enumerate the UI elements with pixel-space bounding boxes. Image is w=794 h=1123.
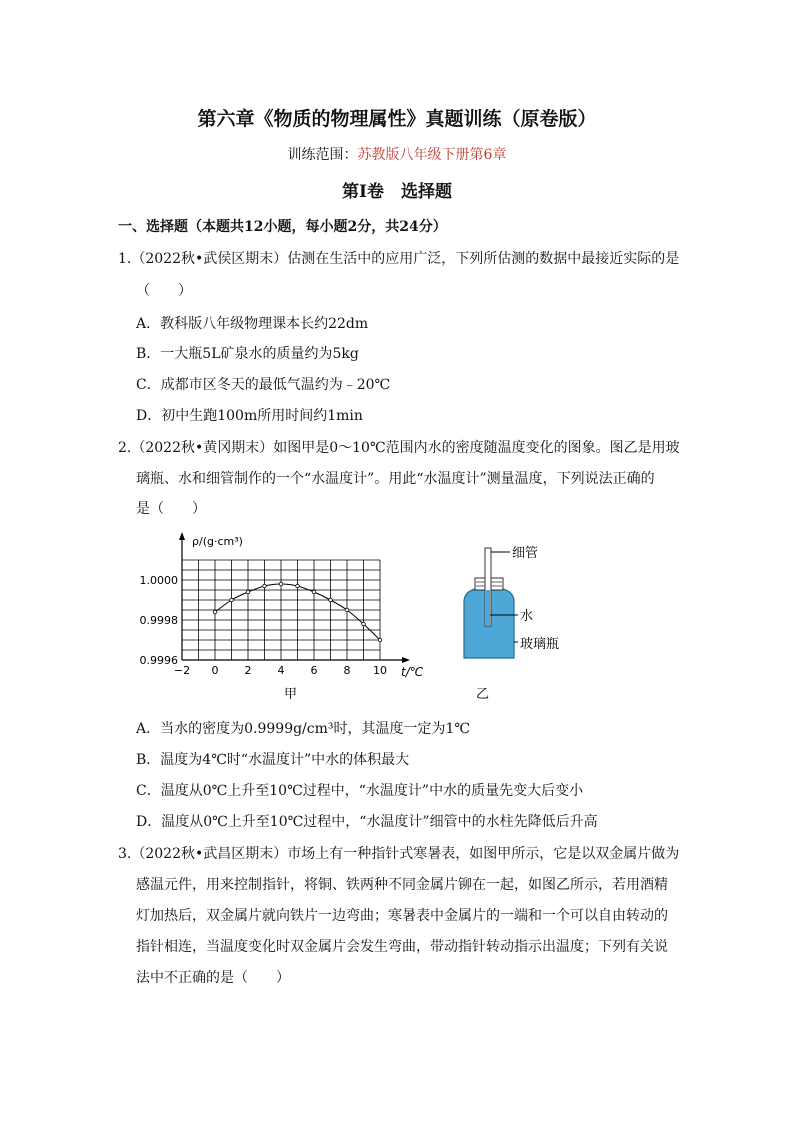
data-point [312,590,316,594]
x-tick-label: −2 [173,664,191,677]
q1-option-b: B．一大瓶5L矿泉水的质量约为5kg [136,346,359,362]
data-point [263,584,267,588]
x-tick-label: 0 [211,664,219,677]
x-tick-label: 2 [244,664,252,677]
x-axis-arrow [402,657,410,663]
figure-label-a: 甲 [284,687,298,702]
scope-value: 苏教版八年级下册第6章 [357,147,507,163]
tube-water-column [486,590,490,625]
q3-stem-line2: 感温元件，用来控制指针，将铜、铁两种不同金属片铆在一起，如图乙所示，若用酒精 [136,877,668,893]
data-point [362,622,366,626]
data-point [213,610,217,614]
data-point [296,584,300,588]
q2-stem-line2: 璃瓶、水和细管制作的一个“水温度计”。用此“水温度计”测量温度，下列说法正确的 [136,471,655,487]
water-thermometer-figure [450,530,600,708]
q2-option-a: A．当水的密度为0.9999g/cm³时，其温度一定为1℃ [136,721,471,737]
x-tick-labels [174,664,387,677]
y-tick-label: 1.0000 [139,574,178,587]
data-point [329,598,333,602]
chart-axes [179,532,410,663]
data-point [230,598,234,602]
q3-stem-line5: 法中不正确的是（ ） [136,970,290,986]
x-tick-label: 6 [310,664,318,677]
label-bottle: 玻璃瓶 [520,637,560,652]
volume-heading: 第Ⅰ卷 选择题 [342,182,452,202]
chart-grid [182,560,380,660]
q2-option-d: D．温度从0℃上升至10℃过程中，“水温度计”细管中的水柱先降低后升高 [136,814,598,830]
q1-option-a: A．教科版八年级物理课本长约22dm [136,316,369,332]
data-point [345,608,349,612]
x-tick-label: 8 [343,664,351,677]
x-tick-label: 4 [277,664,285,677]
q1-option-d: D．初中生跑100m所用时间约1min [136,408,363,424]
q2-option-c: C．温度从0℃上升至10℃过程中，“水温度计”中水的质量先变大后变小 [136,783,584,799]
y-axis-label: ρ/(g·cm³) [192,535,243,548]
figure-label-b: 乙 [476,687,490,702]
data-point [279,582,283,586]
label-tube: 细管 [512,546,539,561]
data-point [378,638,382,642]
q2-stem-line3: 是（ ） [136,501,206,517]
y-axis-arrow [179,532,185,540]
section-heading: 一、选择题（本题共12小题，每小题2分，共24分） [118,219,447,235]
x-tick-label: 10 [373,664,387,677]
data-point [246,590,250,594]
scope-label: 训练范围： [287,147,358,163]
q3-stem-line3: 灯加热后，双金属片就向铁片一边弯曲；寒暑表中金属片的一端和一个可以自由转动的 [136,908,668,924]
y-tick-label: 0.9998 [139,614,178,627]
q1-stem-line1: 1.（2022秋•武侯区期末）估测在生活中的应用广泛，下列所估测的数据中最接近实际的是 [118,251,680,267]
density-chart [139,530,430,708]
q3-stem-line4: 指针相连，当温度变化时双金属片会发生弯曲，带动指针转动指示出温度；下列有关说 [136,939,668,955]
q2-option-b: B．温度为4℃时“水温度计”中水的体积最大 [136,752,410,768]
label-water: 水 [520,609,534,624]
q1-option-c: C．成都市区冬天的最低气温约为﹣20℃ [136,377,391,393]
y-tick-labels [140,574,179,667]
y-tick-label: 0.9996 [139,654,178,667]
q1-stem-line2: （ ） [136,283,192,299]
q2-stem-line1: 2.（2022秋•黄冈期末）如图甲是0～10℃范围内水的密度随温度变化的图象。图乙是用玻 [118,440,680,456]
x-axis-label: t/℃ [401,665,424,679]
document-title: 第六章《物质的物理属性》真题训练（原卷版） [197,108,597,130]
q3-stem-line1: 3.（2022秋•武昌区期末）市场上有一种指针式寒暑表，如图甲所示，它是以双金属片做为 [118,846,680,862]
training-scope [0,144,794,164]
